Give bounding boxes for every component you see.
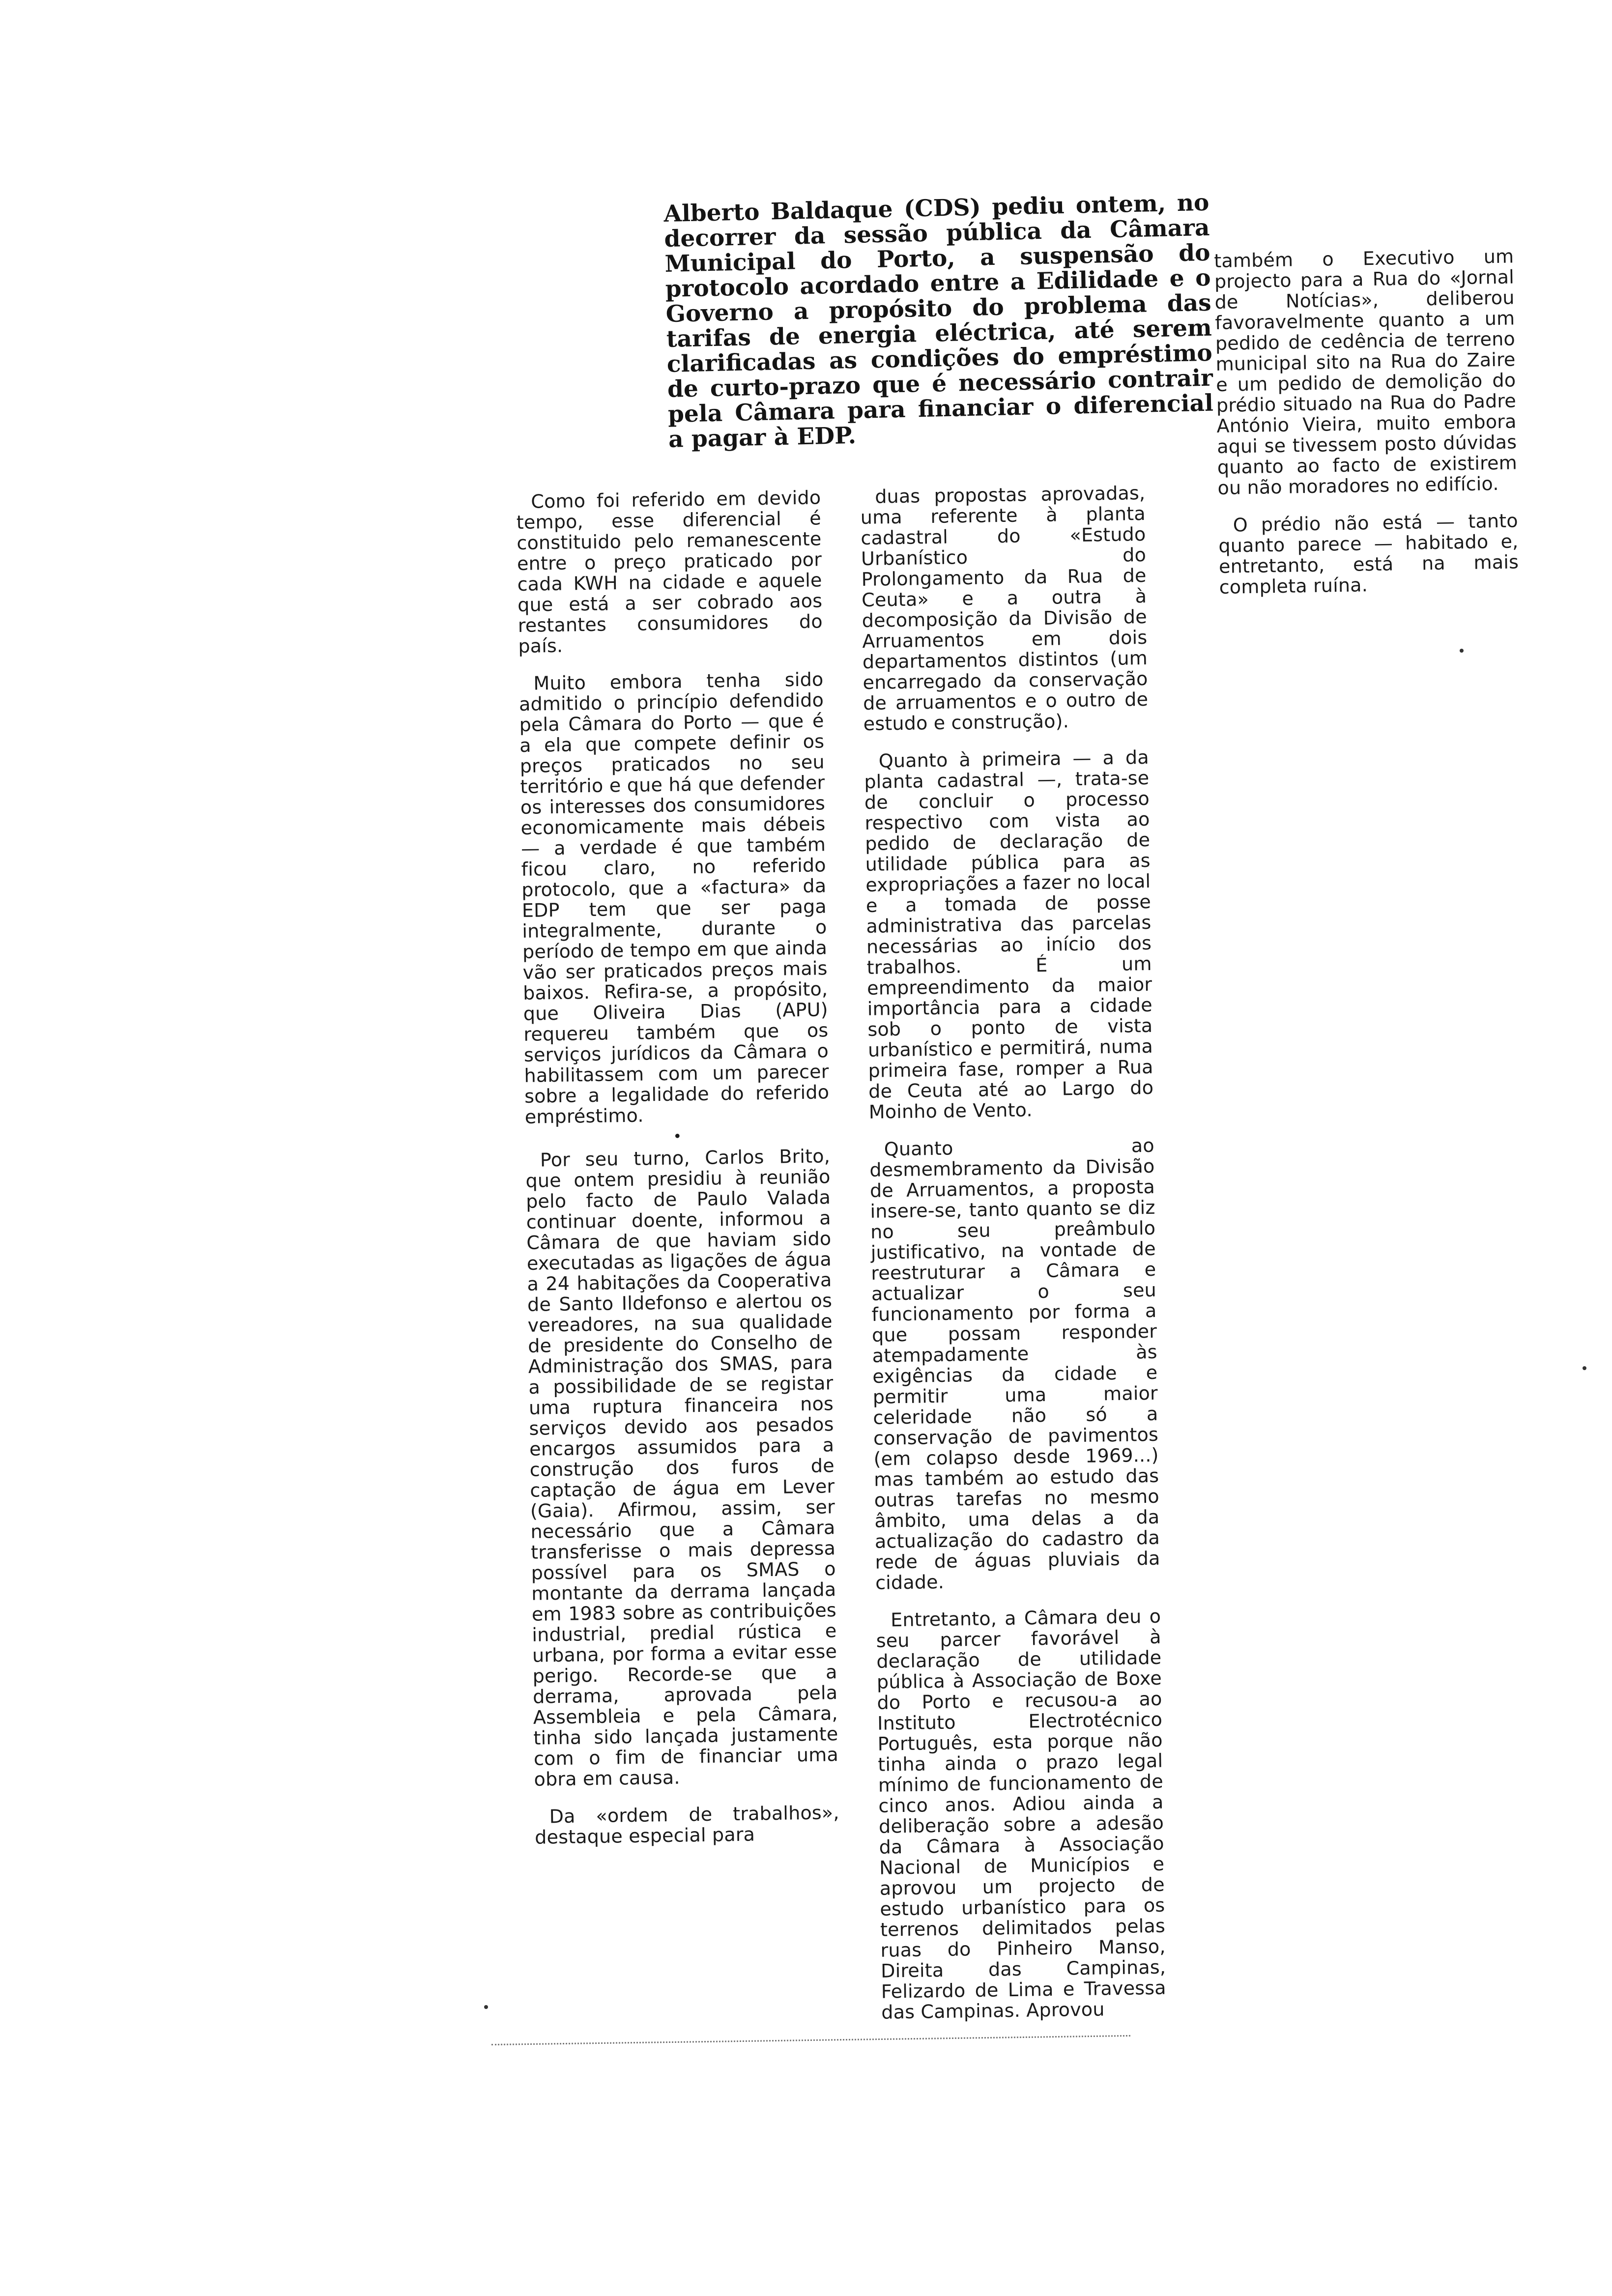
article-column-2 [860, 483, 1167, 2023]
separator-mark: • [673, 1128, 682, 1146]
paragraph: Muito embora tenha sido admitido o princípio defendido pela Câmara do Porto — que é a ela que compete definir os preços praticados no seu território e que há que defender os interesses dos consumidores economicamente mais débeis — a verdade é que também ficou claro, no referido protocolo, que a «factura» da EDP tem que ser paga integralmente, durante o período de tempo em que ainda vão ser praticados preços mais baixos. Refira-se, a propósito, que Oliveira Dias (APU) requereu também que os serviços jurídicos da Câmara o habilitassem com um parecer sobre a legalidade do referido empréstimo. [518, 668, 830, 1128]
scan-speck [484, 2005, 488, 2009]
paragraph: também o Executivo um projecto para a Rua do «Jornal de Notícias», deliberou favoravelmente quanto a um pedido de cedência de terreno municipal sito na Rua do Zaire e um pedido de demolição do prédio situado na Rua do Padre António Vieira, muito embora aqui se tivessem posto dúvidas quanto ao facto de existirem ou não moradores no edifício. [1213, 245, 1518, 499]
paragraph: Quanto à primeira — a da planta cadastral —, trata-se de concluir o processo respectivo com vista ao pedido de declaração de utilidade pública para as expropriações a fazer no local e a tomada de posse administrativa das parcelas necessárias ao início dos trabalhos. É um empreendimento da maior importância para a cidade sob o ponto de vista urbanístico e permitirá, numa primeira fase, romper a Rua de Ceuta até ao Largo do Moinho de Vento. [864, 746, 1154, 1123]
clipping-bottom-edge [491, 2035, 1130, 2045]
paragraph: Quanto ao desmembramento da Divisão de Arruamentos, a proposta insere-se, tanto quanto se diz no seu preâmbulo justificativo, na vontade de reestruturar a Câmara e actualizar o seu funcionamento por forma a que possam responder atempadamente às exigências da cidade e permitir uma maior celeridade não só a conservação de pavimentos (em colapso desde 1969...) mas também ao estudo das outras tarefas no mesmo âmbito, uma delas a da actualização do cadastro da rede de águas pluviais da cidade. [869, 1134, 1160, 1594]
paragraph: Por seu turno, Carlos Brito, que ontem presidiu à reunião pelo facto de Paulo Valada continuar doente, informou a Câmara de que haviam sido executadas as ligações de água a 24 habitações da Cooperativa de Santo Ildefonso e alertou os vereadores, na sua qualidade de presidente do Conselho de Administração dos SMAS, para a possibilidade de se registar uma ruptura financeira nos serviços devido aos pesados encargos assumidos para a construção dos furos de captação de água em Lever (Gaia). Afirmou, assim, ser necessário que a Câmara transferisse o mais depressa possível para os SMAS o montante da derrama lançada em 1983 sobre as contribuições industrial, predial rústica e urbana, por forma a evitar esse perigo. Recorde-se que a derrama, aprovada pela Assembleia e pela Câmara, tinha sido lançada justamente com o fim de financiar uma obra em causa. [525, 1145, 839, 1790]
article-column-3 [1214, 246, 1519, 597]
paragraph: O prédio não está — tanto quanto parece — habitado e, entretanto, está na mais completa ruína. [1218, 510, 1519, 598]
paragraph: duas propostas aprovadas, uma referente à planta cadastral do «Estudo Urbanístico do Prolongamento da Rua de Ceuta» e a outra à decomposição da Divisão de Arruamentos em dois departamentos distintos (um encarregado da conservação de arruamentos e o outro de estudo e construção). [860, 482, 1149, 735]
paragraph: Entretanto, a Câmara deu o seu parcer favorável à declaração de utilidade pública à Associação de Boxe do Porto e recusou-a ao Instituto Electrotécnico Português, esta porque não tinha ainda o prazo legal mínimo de funcionamento de cinco anos. Adiou ainda a deliberação sobre a adesão da Câmara à Associação Nacional de Municípios e aprovou um projecto de estudo urbanístico para os terrenos delimitados pelas ruas do Pinheiro Manso, Direita das Campinas, Felizardo de Lima e Travessa das Campinas. Aprovou [876, 1605, 1167, 2023]
paragraph: Da «ordem de trabalhos», destaque especial para [534, 1802, 839, 1848]
article-column-1 [516, 487, 839, 1847]
article-lead: Alberto Baldaque (CDS) pediu ontem, no decorrer da sessão pública da Câmara Municipal do Porto, a suspensão do protocolo acordado entre a Edilidade e o Governo a propósito do problema das tarifas de energia eléctrica, até serem clarificadas as condições do empréstimo de curto-prazo que é necessário contrair pela Câmara para financiar o diferencial a pagar à EDP. [663, 189, 1214, 453]
scan-speck [1583, 1366, 1586, 1370]
paragraph: Como foi referido em devido tempo, esse diferencial é constituido pelo remanescente entre o preço praticado por cada KWH na cidade e aquele que está a ser cobrado aos restantes consumidores do país. [516, 487, 823, 657]
scan-speck [1460, 649, 1464, 653]
